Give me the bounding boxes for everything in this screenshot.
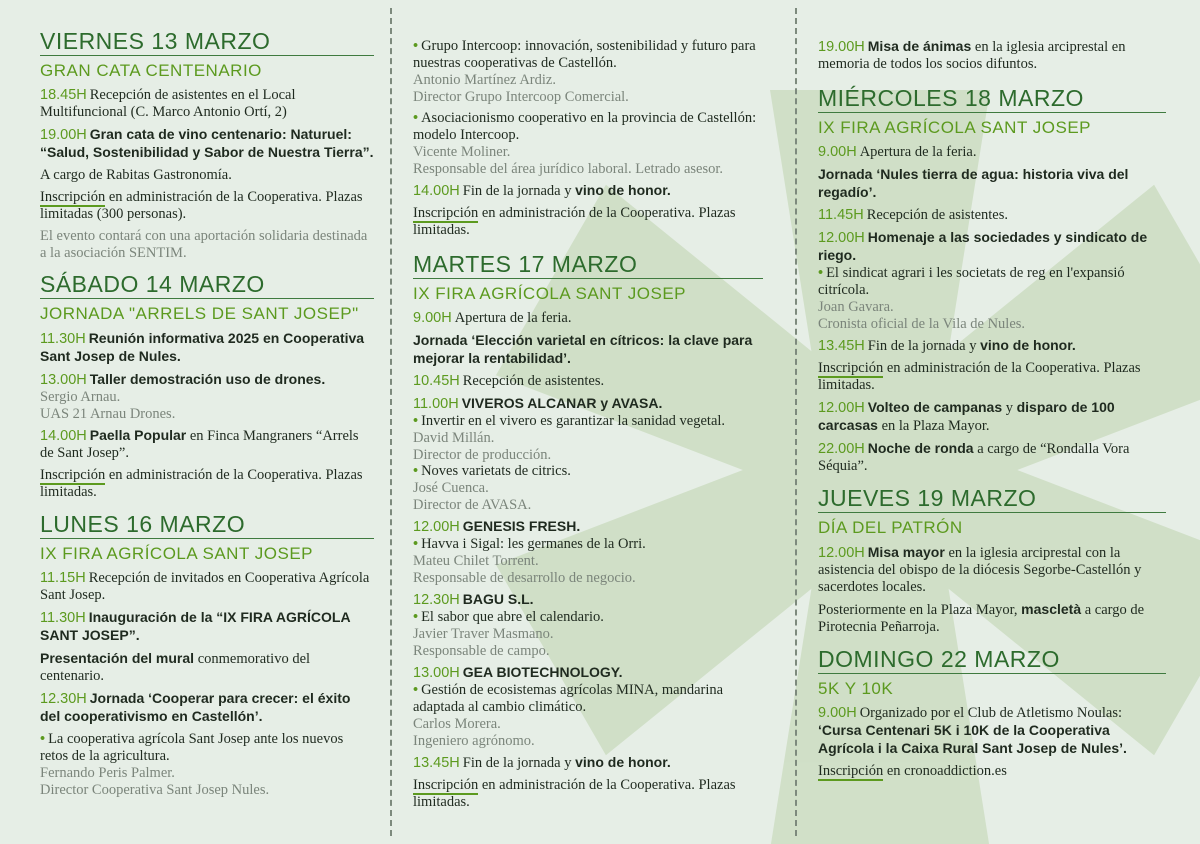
talk-title: Noves varietats de citrics. bbox=[421, 463, 571, 479]
event-subtitle: DÍA DEL PATRÓN bbox=[818, 518, 963, 537]
event-title: Misa mayor bbox=[867, 544, 945, 560]
event-item bbox=[40, 87, 374, 121]
registration-note bbox=[413, 205, 763, 239]
event-subtitle: IX FIRA AGRÍCOLA SANT JOSEP bbox=[413, 284, 686, 303]
event-title: Misa de ánimas bbox=[867, 38, 972, 54]
event-time: 13.45H bbox=[413, 755, 460, 771]
registration-note bbox=[818, 360, 1166, 394]
day-section-lunes bbox=[40, 511, 374, 798]
inscripcion-link[interactable]: Inscripción bbox=[40, 189, 106, 205]
event-title: Jornada ‘Elección varietal en cítricos: la clave para mejorar la rentabilidad’. bbox=[413, 332, 753, 366]
event-item bbox=[413, 591, 763, 659]
event-time: 11.45H bbox=[818, 207, 864, 223]
event-time: 12.00H bbox=[818, 545, 865, 561]
event-subtitle: JORNADA "ARRELS DE SANT JOSEP" bbox=[40, 304, 359, 323]
event-item bbox=[40, 650, 374, 685]
speaker-role: Responsable del área jurídico laboral. Letrado asesor. bbox=[413, 160, 724, 177]
event-item bbox=[818, 601, 1166, 636]
event-time: 12.30H bbox=[413, 592, 460, 608]
talk-title: Grupo Intercoop: innovación, sostenibilidad y futuro para nuestras cooperativas de Castellón. bbox=[413, 38, 756, 71]
event-text: Fin de la jornada y bbox=[462, 183, 576, 199]
event-text: Fin de la jornada y bbox=[867, 338, 981, 354]
event-item bbox=[818, 705, 1166, 758]
event-text: Recepción de asistentes en el Local Multifuncional (C. Marco Antonio Ortí, 2) bbox=[40, 87, 296, 120]
event-item bbox=[40, 570, 374, 604]
event-text: a cargo de Pirotecnia Peñarroja. bbox=[818, 602, 1145, 635]
event-item bbox=[818, 166, 1166, 202]
event-title: Gran cata de vino centenario: Naturuel: “Salud, Sostenibilidad y Sabor de Nuestra Tierra”. bbox=[40, 126, 374, 160]
day-section-domingo bbox=[818, 646, 1166, 780]
speaker-name: Antonio Martínez Ardiz. bbox=[413, 72, 556, 88]
event-title: GEA BIOTECHNOLOGY. bbox=[462, 664, 623, 680]
column-divider-1 bbox=[390, 8, 392, 836]
event-subtitle: GRAN CATA CENTENARIO bbox=[40, 61, 262, 80]
registration-text: en administración de la Cooperativa. Plazas limitadas (300 personas). bbox=[40, 189, 363, 222]
talk-title: El sindicat agrari i les societats de reg en l'expansió citrícola. bbox=[818, 265, 1125, 298]
event-text: Apertura de la feria. bbox=[454, 310, 572, 326]
solidarity-note: El evento contará con una aportación solidaria destinada a la asociación SENTIM. bbox=[40, 228, 368, 261]
event-title: Homenaje a las sociedades y sindicato de riego. bbox=[818, 229, 1148, 263]
column-3 bbox=[818, 38, 1166, 790]
event-title: VIVEROS ALCANAR y AVASA. bbox=[461, 395, 663, 411]
speaker-role: Director de AVASA. bbox=[413, 496, 532, 513]
event-time: 12.30H bbox=[40, 691, 87, 707]
day-heading: VIERNES 13 MARZO bbox=[40, 28, 374, 56]
bullet-icon: • bbox=[413, 682, 419, 698]
day-section-viernes bbox=[40, 28, 374, 261]
event-item bbox=[818, 229, 1166, 332]
event-title: Presentación del mural bbox=[40, 650, 195, 666]
speaker-role: Ingeniero agrónomo. bbox=[413, 732, 535, 749]
event-title: Reunión informativa 2025 en Cooperativa Sant Josep de Nules. bbox=[40, 330, 365, 364]
inscripcion-link[interactable]: Inscripción bbox=[40, 467, 106, 483]
event-title: vino de honor. bbox=[980, 337, 1076, 353]
event-item bbox=[40, 126, 374, 162]
column-2 bbox=[413, 38, 763, 821]
event-item bbox=[818, 207, 1166, 224]
event-time: 19.00H bbox=[818, 39, 865, 55]
inscripcion-link[interactable]: Inscripción bbox=[818, 763, 884, 779]
event-item bbox=[413, 310, 763, 327]
day-heading: SÁBADO 14 MARZO bbox=[40, 271, 374, 299]
registration-note bbox=[818, 763, 1166, 780]
event-title: mascletà bbox=[1021, 601, 1082, 617]
event-time: 9.00H bbox=[818, 144, 857, 160]
event-time: 12.00H bbox=[413, 519, 460, 535]
event-time: 22.00H bbox=[818, 441, 865, 457]
event-text: Apertura de la feria. bbox=[859, 144, 977, 160]
talk-item bbox=[413, 110, 763, 177]
event-item bbox=[413, 518, 763, 586]
event-text: en la iglesia arciprestal con la asistencia del obispo de la diócesis Segorbe-Castellón y sacerdotes locales. bbox=[818, 545, 1142, 595]
speaker-name: Joan Gavara. bbox=[818, 299, 894, 315]
event-item bbox=[413, 373, 763, 390]
event-item bbox=[818, 38, 1166, 73]
event-text: en la iglesia arciprestal en memoria de todos los socios difuntos. bbox=[818, 39, 1126, 72]
event-time: 13.00H bbox=[40, 372, 87, 388]
event-item bbox=[40, 690, 374, 726]
event-time: 9.00H bbox=[818, 705, 857, 721]
speaker-name: José Cuenca. bbox=[413, 480, 489, 496]
event-title: GENESIS FRESH. bbox=[462, 518, 581, 534]
event-time: 14.00H bbox=[40, 428, 87, 444]
event-time: 12.00H bbox=[818, 230, 865, 246]
bullet-icon: • bbox=[413, 536, 419, 552]
speaker-role: Director Grupo Intercoop Comercial. bbox=[413, 88, 629, 105]
registration-text: en administración de la Cooperativa. Plazas limitadas. bbox=[818, 360, 1141, 393]
event-title: Taller demostración uso de drones. bbox=[89, 371, 326, 387]
event-title: Jornada ‘Nules tierra de agua: historia viva del regadío’. bbox=[818, 166, 1129, 200]
speaker-role: Director de producción. bbox=[413, 446, 552, 463]
event-time: 12.00H bbox=[818, 400, 865, 416]
event-title: ‘Cursa Centenari 5K i 10K de la Cooperativa Agrícola i la Caixa Rural Sant Josep de Nules’. bbox=[818, 722, 1127, 756]
event-text: y bbox=[1002, 400, 1017, 416]
event-title: Noche de ronda bbox=[867, 440, 974, 456]
day-section-jueves bbox=[818, 485, 1166, 636]
column-divider-2 bbox=[795, 8, 797, 836]
talk-title: El sabor que abre el calendario. bbox=[421, 609, 604, 625]
registration-note bbox=[40, 467, 374, 501]
day-heading: MARTES 17 MARZO bbox=[413, 251, 763, 279]
event-text: Recepción de asistentes. bbox=[866, 207, 1009, 223]
registration-text: en administración de la Cooperativa. Plazas limitadas. bbox=[413, 205, 736, 238]
talk-title: La cooperativa agrícola Sant Josep ante los nuevos retos de la agricultura. bbox=[40, 731, 344, 764]
event-item bbox=[413, 332, 763, 368]
speaker-name: Vicente Moliner. bbox=[413, 144, 511, 160]
event-title: vino de honor. bbox=[575, 754, 671, 770]
event-title: Volteo de campanas bbox=[867, 399, 1003, 415]
day-heading: MIÉRCOLES 18 MARZO bbox=[818, 85, 1166, 113]
event-item bbox=[40, 371, 374, 422]
event-text: en la Plaza Mayor. bbox=[877, 418, 990, 434]
event-text: Recepción de asistentes. bbox=[462, 373, 605, 389]
speaker-name: Mateu Chilet Torrent. bbox=[413, 553, 539, 569]
bullet-icon: • bbox=[40, 731, 46, 747]
event-item bbox=[818, 544, 1166, 596]
registration-text: en administración de la Cooperativa. Plazas limitadas. bbox=[413, 777, 736, 810]
talk-item bbox=[40, 731, 374, 798]
speaker-role: UAS 21 Arnau Drones. bbox=[40, 405, 176, 422]
day-section-miercoles bbox=[818, 85, 1166, 475]
event-text: Posteriormente en la Plaza Mayor, bbox=[818, 602, 1022, 618]
bullet-icon: • bbox=[413, 110, 419, 126]
registration-note bbox=[413, 777, 763, 811]
speaker-name: David Millán. bbox=[413, 430, 495, 446]
event-time: 14.00H bbox=[413, 183, 460, 199]
speaker-name: Javier Traver Masmano. bbox=[413, 626, 554, 642]
speaker-role: Responsable de campo. bbox=[413, 642, 550, 659]
event-subtitle: IX FIRA AGRÍCOLA SANT JOSEP bbox=[818, 118, 1091, 137]
event-text: a cargo de “Rondalla Vora Séquia”. bbox=[818, 441, 1130, 474]
event-title: vino de honor. bbox=[575, 182, 671, 198]
event-item bbox=[40, 427, 374, 462]
speaker-name: Carlos Morera. bbox=[413, 716, 501, 732]
speaker-name: Sergio Arnau. bbox=[40, 389, 121, 405]
event-item bbox=[413, 182, 763, 200]
event-item bbox=[40, 609, 374, 645]
event-title: Jornada ‘Cooperar para crecer: el éxito del cooperativismo en Castellón’. bbox=[40, 690, 351, 724]
talk-title: Gestión de ecosistemas agrícolas MINA, mandarina adaptada al cambio climático. bbox=[413, 682, 724, 715]
event-subtitle: IX FIRA AGRÍCOLA SANT JOSEP bbox=[40, 544, 313, 563]
event-time: 10.45H bbox=[413, 373, 460, 389]
speaker-role: Responsable de desarrollo de negocio. bbox=[413, 569, 636, 586]
event-title: BAGU S.L. bbox=[462, 591, 534, 607]
event-text: Organizado por el Club de Atletismo Noulas: bbox=[859, 705, 1123, 721]
event-item bbox=[818, 144, 1166, 161]
event-time: 9.00H bbox=[413, 310, 452, 326]
column-1 bbox=[40, 28, 374, 808]
speaker-role: Director Cooperativa Sant Josep Nules. bbox=[40, 781, 270, 798]
speaker-role: Cronista oficial de la Vila de Nules. bbox=[818, 315, 1026, 332]
event-item bbox=[818, 440, 1166, 475]
event-time: 11.00H bbox=[413, 396, 459, 412]
day-section-martes bbox=[413, 251, 763, 811]
event-item bbox=[413, 395, 763, 513]
inscripcion-link[interactable]: Inscripción bbox=[413, 777, 479, 793]
event-item bbox=[818, 337, 1166, 355]
day-heading: LUNES 16 MARZO bbox=[40, 511, 374, 539]
bullet-icon: • bbox=[413, 413, 419, 429]
bullet-icon: • bbox=[413, 463, 419, 479]
day-heading: DOMINGO 22 MARZO bbox=[818, 646, 1166, 674]
event-time: 11.30H bbox=[40, 331, 86, 347]
registration-text: en administración de la Cooperativa. Plazas limitadas. bbox=[40, 467, 363, 500]
event-title: Inauguración de la “IX FIRA AGRÍCOLA SANT JOSEP”. bbox=[40, 609, 351, 643]
event-item bbox=[818, 399, 1166, 435]
event-text: conmemorativo del centenario. bbox=[40, 651, 311, 684]
event-time: 13.00H bbox=[413, 665, 460, 681]
talk-title: Havva i Sigal: les germanes de la Orri. bbox=[421, 536, 646, 552]
event-text: Recepción de invitados en Cooperativa Agrícola Sant Josep. bbox=[40, 570, 370, 603]
event-time: 11.30H bbox=[40, 610, 86, 626]
event-time: 19.00H bbox=[40, 127, 87, 143]
registration-note bbox=[40, 189, 374, 223]
bullet-icon: • bbox=[413, 609, 419, 625]
event-title: Paella Popular bbox=[89, 427, 187, 443]
talk-title: Asociacionismo cooperativo en la provincia de Castellón: modelo Intercoop. bbox=[413, 110, 757, 143]
event-note: A cargo de Rabitas Gastronomía. bbox=[40, 167, 232, 183]
event-title: disparo de 100 carcasas bbox=[818, 399, 1115, 433]
talk-title: Invertir en el vivero es garantizar la sanidad vegetal. bbox=[421, 413, 726, 429]
event-item bbox=[413, 754, 763, 772]
inscripcion-link[interactable]: Inscripción bbox=[413, 205, 479, 221]
event-text: Fin de la jornada y bbox=[462, 755, 576, 771]
day-heading: JUEVES 19 MARZO bbox=[818, 485, 1166, 513]
event-time: 11.15H bbox=[40, 570, 86, 586]
talk-item bbox=[413, 38, 763, 105]
event-item bbox=[413, 664, 763, 749]
event-time: 13.45H bbox=[818, 338, 865, 354]
event-text: en Finca Mangraners “Arrels de Sant Josep”. bbox=[40, 428, 359, 461]
bullet-icon: • bbox=[818, 265, 824, 281]
inscripcion-link[interactable]: Inscripción bbox=[818, 360, 884, 376]
event-time: 18.45H bbox=[40, 87, 87, 103]
bullet-icon: • bbox=[413, 38, 419, 54]
event-item bbox=[40, 330, 374, 366]
registration-text: en cronoaddiction.es bbox=[883, 763, 1007, 779]
event-subtitle: 5K Y 10K bbox=[818, 679, 894, 698]
speaker-name: Fernando Peris Palmer. bbox=[40, 765, 175, 781]
day-section-sabado bbox=[40, 271, 374, 501]
